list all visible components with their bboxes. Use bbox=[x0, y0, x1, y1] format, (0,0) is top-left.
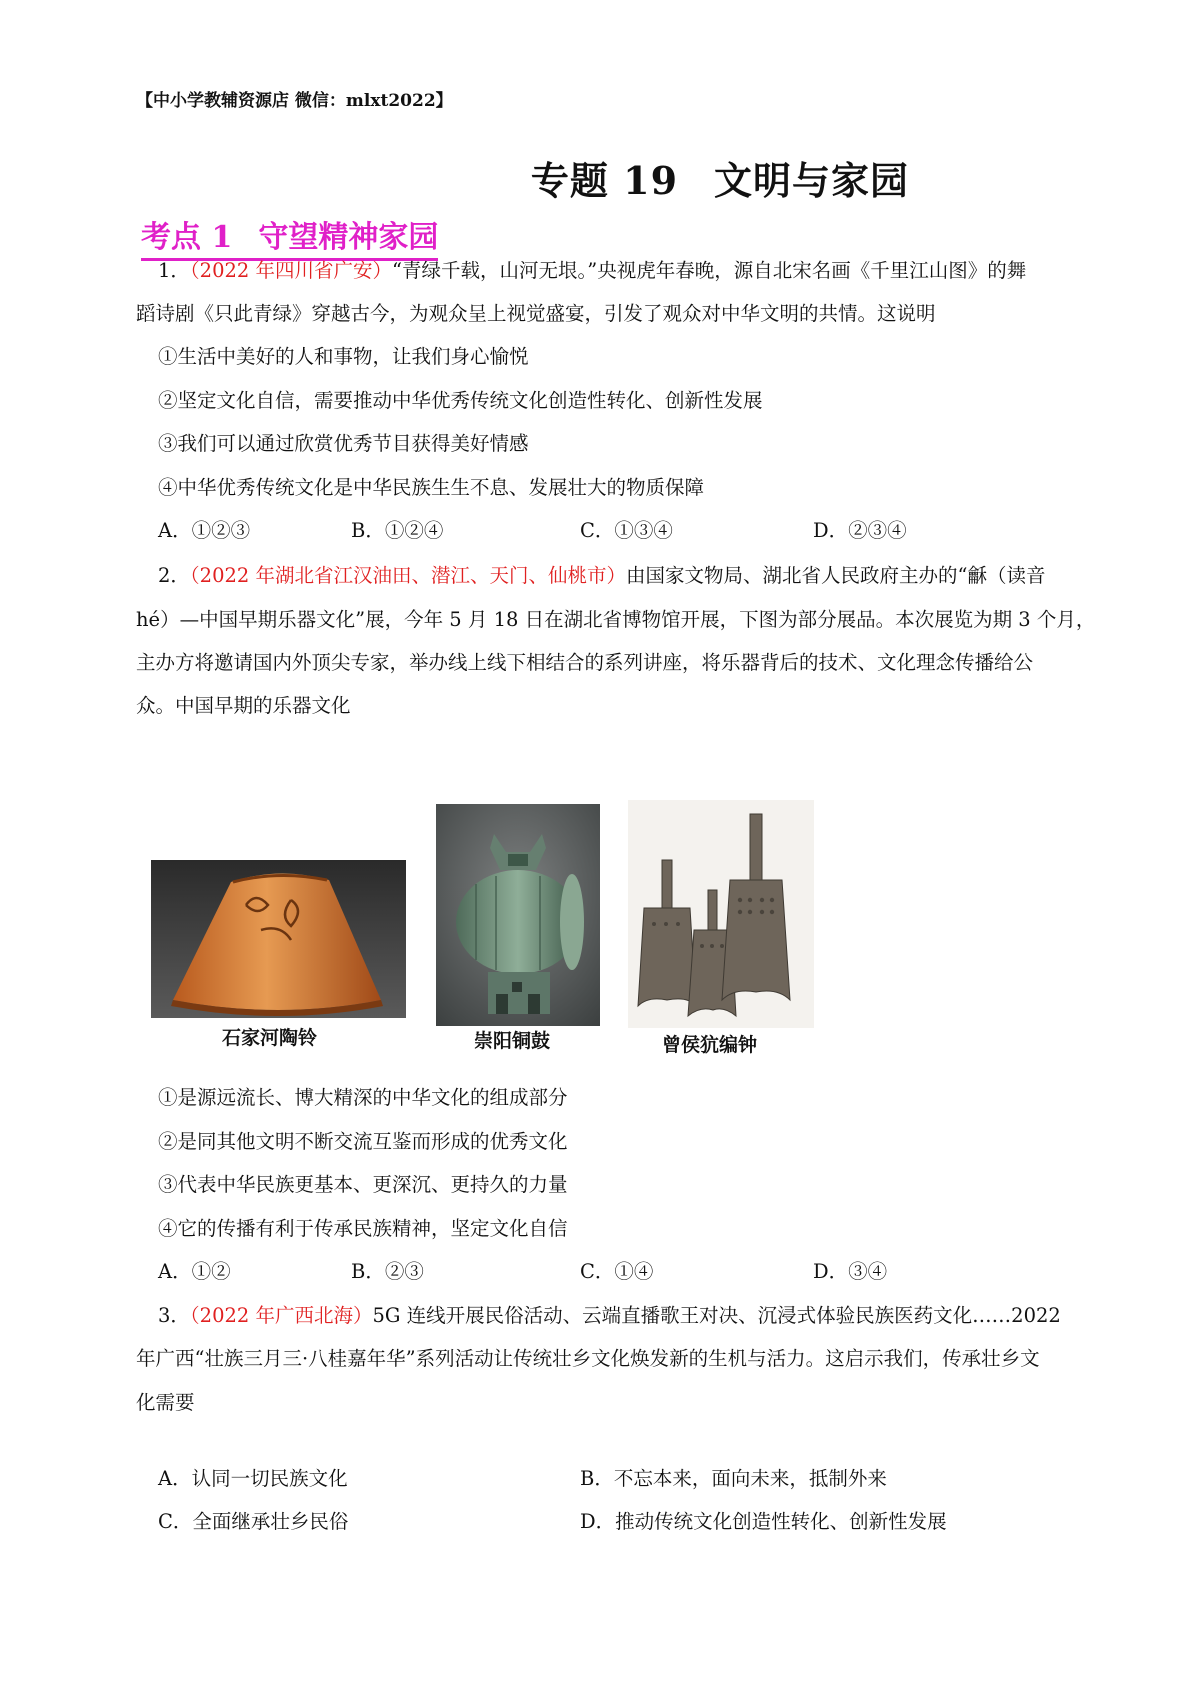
section-number: 考点 1 bbox=[141, 220, 233, 255]
q3-source: （2022 年广西北海） bbox=[189, 1304, 373, 1327]
q3-stem-line1: 3．（2022 年广西北海）5G 连线开展民俗活动、云端直播歌王对决、沉浸式体验民族医药文化……2022 bbox=[158, 1304, 1061, 1327]
page-header: 【中小学教辅资源店 微信：mlxt2022】 bbox=[136, 91, 453, 111]
q1-stem-line1: 1．（2022 年四川省广安）“青绿千载，山河无垠。”央视虎年春晚，源自北宋名画《千里江山图》的舞 bbox=[158, 259, 1027, 282]
q1-number: 1． bbox=[158, 259, 190, 282]
q2-stem-line2: hé）—中国早期乐器文化”展，今年 5 月 18 日在湖北省博物馆开展，下图为部分展品。本次展览为期 3 个月， bbox=[136, 608, 1096, 631]
q1-source: （2022 年四川省广安） bbox=[189, 259, 392, 282]
q1-item-1: ①生活中美好的人和事物，让我们身心愉悦 bbox=[158, 345, 529, 368]
q2-item-2: ②是同其他文明不断交流互鉴而形成的优秀文化 bbox=[158, 1130, 568, 1153]
q3-option-c[interactable]: C．全面继承壮乡民俗 bbox=[158, 1510, 349, 1533]
q2-source: （2022 年湖北省江汉油田、潜江、天门、仙桃市） bbox=[189, 564, 626, 587]
q3-number: 3． bbox=[158, 1304, 190, 1327]
q2-item-4: ④它的传播有利于传承民族精神，坚定文化自信 bbox=[158, 1217, 568, 1240]
q1-stem-line2: 蹈诗剧《只此青绿》穿越古今，为观众呈上视觉盛宴，引发了观众对中华文明的共情。这说明 bbox=[136, 302, 936, 325]
caption-bronze-drum: 崇阳铜鼓 bbox=[474, 1030, 551, 1052]
q2-number: 2． bbox=[158, 564, 190, 587]
section-name: 守望精神家园 bbox=[258, 220, 439, 255]
q3-option-d[interactable]: D．推动传统文化创造性转化、创新性发展 bbox=[580, 1510, 947, 1533]
q2-stem-line1: 2．（2022 年湖北省江汉油田、潜江、天门、仙桃市）由国家文物局、湖北省人民政府主办的“龢（读音 bbox=[158, 564, 1046, 587]
caption-pottery-bell: 石家河陶铃 bbox=[222, 1027, 318, 1049]
q1-item-2: ②坚定文化自信，需要推动中华优秀传统文化创造性转化、创新性发展 bbox=[158, 389, 763, 412]
section-heading bbox=[141, 218, 438, 261]
bronze-drum-image bbox=[436, 804, 600, 1026]
q3-stem-line2: 年广西“壮族三月三·八桂嘉年华”系列活动让传统壮乡文化焕发新的生机与活力。这启示我们，传承壮乡文 bbox=[136, 1347, 1040, 1370]
title-topic-number: 专题 19 bbox=[530, 158, 679, 203]
chime-bells-image bbox=[628, 800, 814, 1028]
q2-stem-line3: 主办方将邀请国内外顶尖专家，举办线上线下相结合的系列讲座，将乐器背后的技术、文化理念传播给公 bbox=[136, 651, 1034, 674]
q1-option-b[interactable]: B．①②④ bbox=[351, 519, 444, 542]
q2-item-3: ③代表中华民族更基本、更深沉、更持久的力量 bbox=[158, 1173, 568, 1196]
q1-item-4: ④中华优秀传统文化是中华民族生生不息、发展壮大的物质保障 bbox=[158, 476, 705, 499]
q1-option-a[interactable]: A．①②③ bbox=[158, 519, 251, 542]
q2-option-d[interactable]: D．③④ bbox=[813, 1260, 888, 1283]
q1-option-d[interactable]: D．②③④ bbox=[813, 519, 907, 542]
q2-item-1: ①是源远流长、博大精深的中华文化的组成部分 bbox=[158, 1086, 568, 1109]
page-title bbox=[0, 150, 1200, 205]
title-topic-name: 文明与家园 bbox=[714, 158, 910, 203]
q2-option-c[interactable]: C．①④ bbox=[580, 1260, 654, 1283]
q3-option-a[interactable]: A．认同一切民族文化 bbox=[158, 1467, 348, 1490]
q1-item-3: ③我们可以通过欣赏优秀节目获得美好情感 bbox=[158, 432, 529, 455]
q2-option-b[interactable]: B．②③ bbox=[351, 1260, 424, 1283]
q2-stem-line4: 众。中国早期的乐器文化 bbox=[136, 694, 351, 717]
q3-option-b[interactable]: B．不忘本来，面向未来，抵制外来 bbox=[580, 1467, 887, 1490]
pottery-bell-image bbox=[151, 860, 406, 1018]
q2-option-a[interactable]: A．①② bbox=[158, 1260, 231, 1283]
q3-stem-line3: 化需要 bbox=[136, 1391, 195, 1414]
caption-chime-bells: 曾侯犺编钟 bbox=[662, 1034, 758, 1056]
q1-option-c[interactable]: C．①③④ bbox=[580, 519, 673, 542]
